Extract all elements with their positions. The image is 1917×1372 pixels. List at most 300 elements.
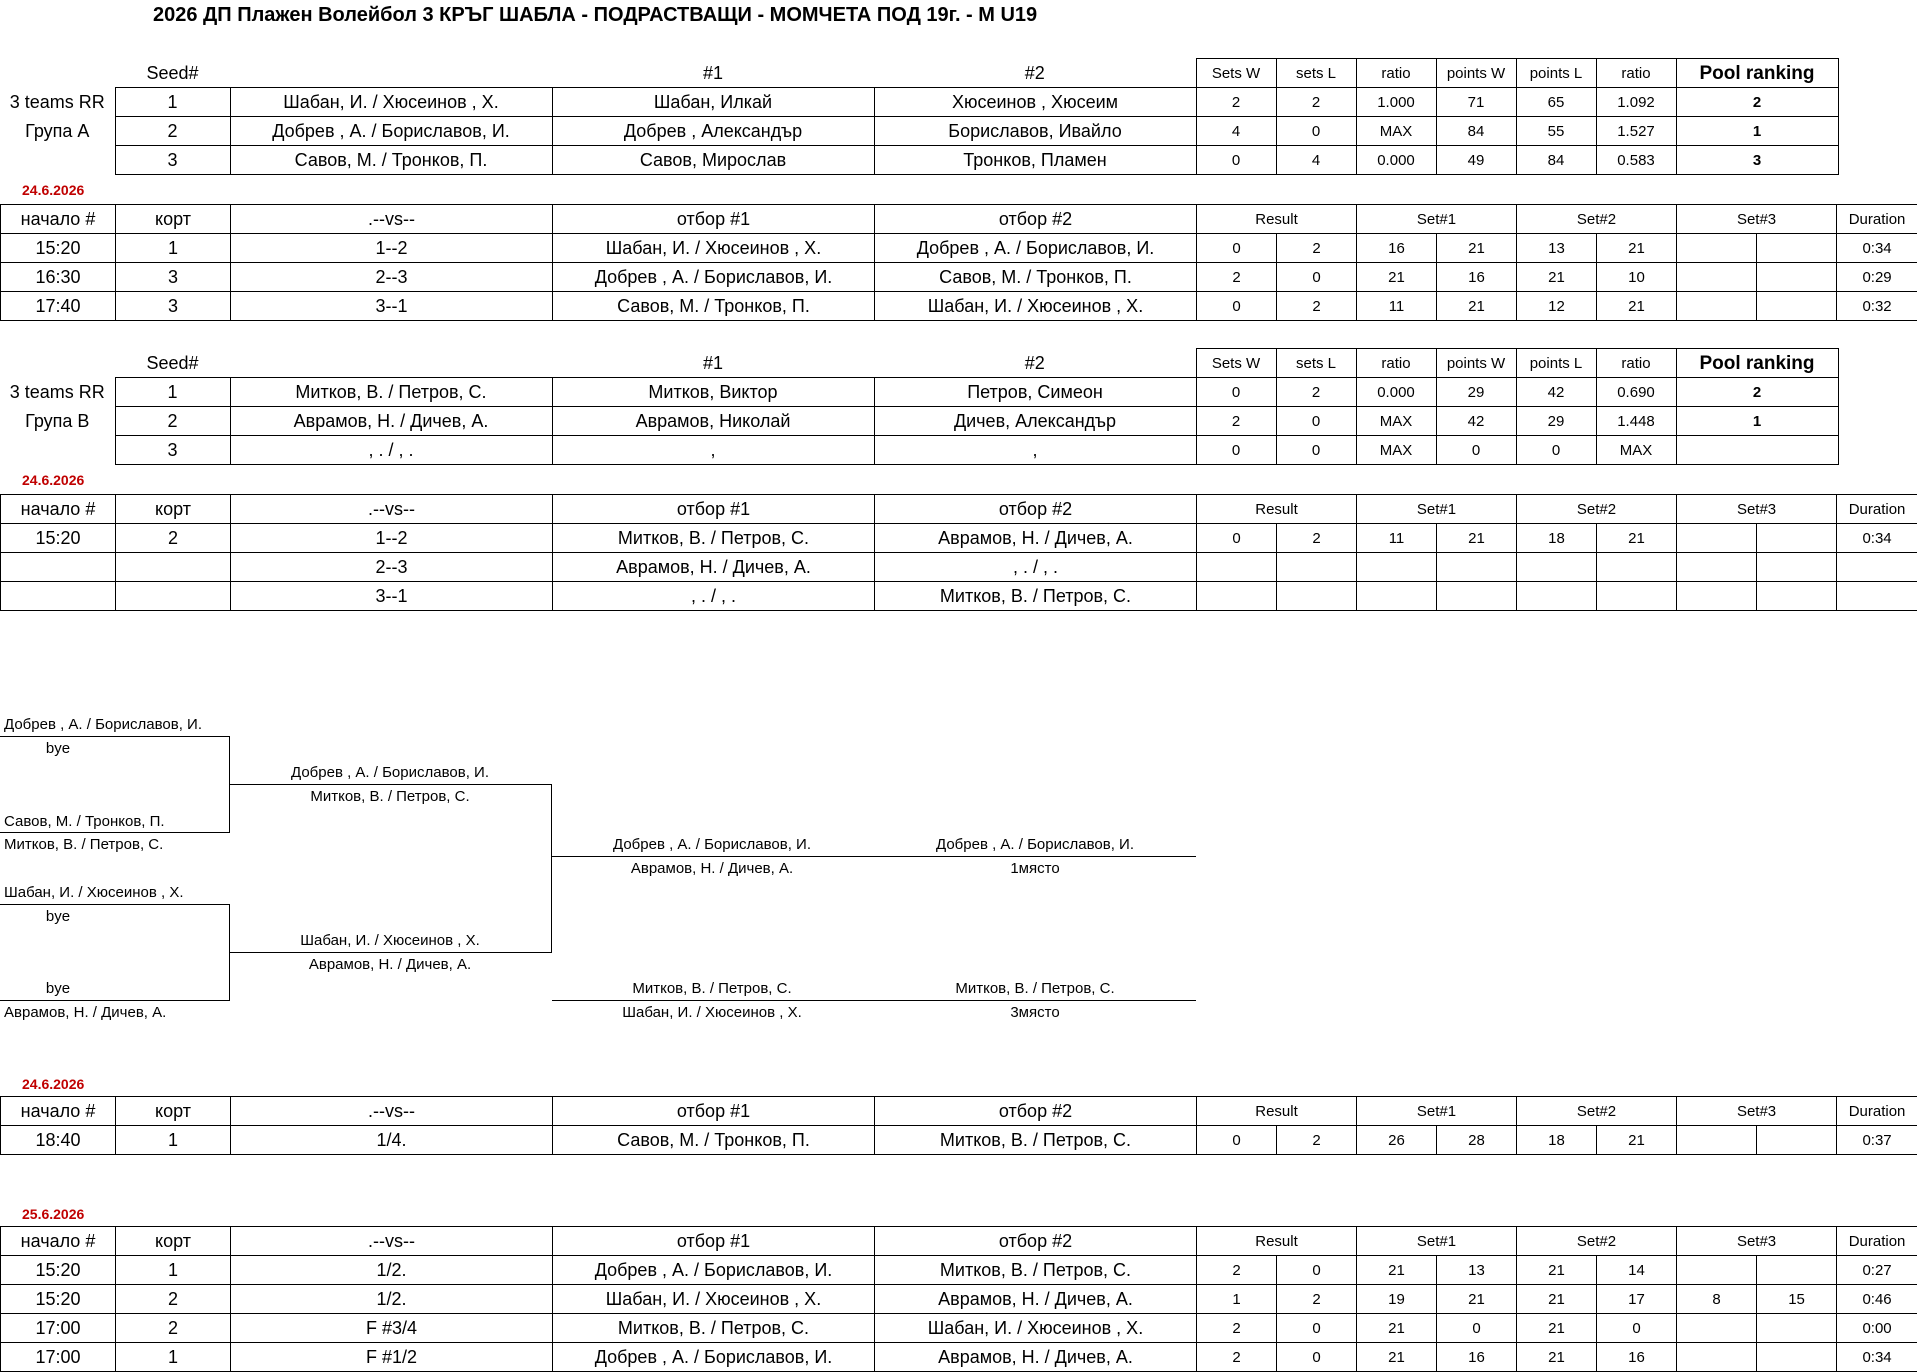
quarterfinal-matches-table bbox=[0, 1096, 1917, 1155]
pool-rank: 2 bbox=[1676, 88, 1838, 117]
match-duration: 0:27 bbox=[1837, 1256, 1917, 1285]
bracket-bye: bye bbox=[45, 908, 71, 925]
match-time: 17:00 bbox=[1, 1314, 116, 1343]
match-duration: 0:37 bbox=[1837, 1126, 1917, 1155]
sets-lost: 2 bbox=[1276, 88, 1356, 117]
seed-header: Seed# bbox=[146, 352, 199, 373]
set3-team1 bbox=[1677, 1314, 1757, 1343]
set2-team2 bbox=[1597, 582, 1677, 611]
player2-name: Хюсеинов , Хюсеим bbox=[874, 88, 1196, 117]
start-header: начало # bbox=[1, 205, 116, 234]
set2-team1: 18 bbox=[1517, 524, 1597, 553]
points-won: 42 bbox=[1436, 407, 1516, 436]
sets-won: 0 bbox=[1196, 436, 1276, 465]
sets-won: 2 bbox=[1196, 407, 1276, 436]
set1-team1: 11 bbox=[1357, 524, 1437, 553]
sets-ratio: MAX bbox=[1356, 407, 1436, 436]
result-team2: 2 bbox=[1277, 524, 1357, 553]
player2-name: Дичев, Александър bbox=[874, 407, 1196, 436]
match-pairing: 3--1 bbox=[231, 582, 553, 611]
sets-ratio: 0.000 bbox=[1356, 146, 1436, 175]
match-team1: Добрев , А. / Бориславов, И. bbox=[553, 1343, 875, 1372]
result-team2: 2 bbox=[1277, 292, 1357, 321]
bracket-team: Митков, В. / Петров, С. bbox=[632, 980, 792, 997]
player2-header: #2 bbox=[874, 59, 1196, 88]
points-lost: 55 bbox=[1516, 117, 1596, 146]
pool-header-row bbox=[0, 349, 1838, 378]
sets-w-header: Sets W bbox=[1196, 59, 1276, 88]
team-name: Савов, М. / Тронков, П. bbox=[230, 146, 552, 175]
bracket-team: Савов, М. / Тронков, П. bbox=[4, 813, 165, 830]
set2-team1: 13 bbox=[1517, 234, 1597, 263]
set3-header: Set#3 bbox=[1677, 205, 1837, 234]
points-lost: 84 bbox=[1516, 146, 1596, 175]
team1-header: отбор #1 bbox=[553, 205, 875, 234]
seed-number: 2 bbox=[115, 407, 230, 436]
date-label: 24.6.2026 bbox=[22, 472, 85, 488]
bracket-winner: Добрев , А. / Бориславов, И. bbox=[936, 836, 1134, 853]
set2-team2 bbox=[1597, 553, 1677, 582]
result-team1: 0 bbox=[1197, 1126, 1277, 1155]
set1-header: Set#1 bbox=[1357, 1097, 1517, 1126]
sets-lost: 2 bbox=[1276, 378, 1356, 407]
pool-row bbox=[0, 378, 1838, 407]
sets-w-header: Sets W bbox=[1196, 349, 1276, 378]
match-row bbox=[1, 1256, 1917, 1285]
ratio-header: ratio bbox=[1356, 59, 1436, 88]
sets-l-header: sets L bbox=[1276, 349, 1356, 378]
match-court bbox=[116, 553, 231, 582]
bracket-team: Добрев , А. / Бориславов, И. bbox=[613, 836, 811, 853]
first-place-label: 1място bbox=[1010, 860, 1060, 877]
duration-header: Duration bbox=[1837, 495, 1917, 524]
match-team2: Митков, В. / Петров, С. bbox=[875, 1126, 1197, 1155]
vs-header: .--vs-- bbox=[231, 1227, 553, 1256]
sets-won: 0 bbox=[1196, 146, 1276, 175]
bracket-team: Митков, В. / Петров, С. bbox=[4, 836, 164, 853]
result-header: Result bbox=[1197, 495, 1357, 524]
set2-team1 bbox=[1517, 582, 1597, 611]
set1-team2: 16 bbox=[1437, 263, 1517, 292]
set2-team2: 21 bbox=[1597, 524, 1677, 553]
match-team1: Митков, В. / Петров, С. bbox=[553, 1314, 875, 1343]
match-time: 16:30 bbox=[1, 263, 116, 292]
pool-group-label: Група В bbox=[25, 411, 90, 431]
result-team2: 0 bbox=[1277, 1256, 1357, 1285]
vs-header: .--vs-- bbox=[231, 495, 553, 524]
match-time: 18:40 bbox=[1, 1126, 116, 1155]
match-team1: Шабан, И. / Хюсеинов , Х. bbox=[553, 234, 875, 263]
match-pairing: F #3/4 bbox=[231, 1314, 553, 1343]
team1-header: отбор #1 bbox=[553, 495, 875, 524]
set1-team1: 19 bbox=[1357, 1285, 1437, 1314]
match-duration: 0:46 bbox=[1837, 1285, 1917, 1314]
team2-header: отбор #2 bbox=[875, 495, 1197, 524]
set2-team2: 16 bbox=[1597, 1343, 1677, 1372]
bracket-team: Добрев , А. / Бориславов, И. bbox=[291, 764, 489, 781]
set1-team1: 21 bbox=[1357, 263, 1437, 292]
duration-header: Duration bbox=[1837, 1227, 1917, 1256]
set2-team1: 21 bbox=[1517, 1343, 1597, 1372]
bracket-team: Аврамов, Н. / Дичев, А. bbox=[630, 860, 794, 877]
start-header: начало # bbox=[1, 1227, 116, 1256]
team-name: Шабан, И. / Хюсеинов , Х. bbox=[230, 88, 552, 117]
team2-header: отбор #2 bbox=[875, 1097, 1197, 1126]
match-court: 1 bbox=[116, 1343, 231, 1372]
set3-team2 bbox=[1757, 234, 1837, 263]
set1-team2: 21 bbox=[1437, 524, 1517, 553]
team2-header: отбор #2 bbox=[875, 205, 1197, 234]
set1-header: Set#1 bbox=[1357, 205, 1517, 234]
set2-team2: 14 bbox=[1597, 1256, 1677, 1285]
seed-number: 1 bbox=[115, 378, 230, 407]
set3-team1 bbox=[1677, 263, 1757, 292]
set2-header: Set#2 bbox=[1517, 1227, 1677, 1256]
match-time: 15:20 bbox=[1, 524, 116, 553]
bracket-team: Шабан, И. / Хюсеинов , Х. bbox=[4, 884, 184, 901]
seed-number: 2 bbox=[115, 117, 230, 146]
set3-team1 bbox=[1677, 1343, 1757, 1372]
match-team2: Митков, В. / Петров, С. bbox=[875, 582, 1197, 611]
points-lost: 65 bbox=[1516, 88, 1596, 117]
set3-team2: 15 bbox=[1757, 1285, 1837, 1314]
match-row bbox=[1, 582, 1917, 611]
court-header: корт bbox=[116, 205, 231, 234]
set2-team1: 18 bbox=[1517, 1126, 1597, 1155]
match-header-row bbox=[1, 495, 1917, 524]
match-duration: 0:34 bbox=[1837, 234, 1917, 263]
set2-team1: 21 bbox=[1517, 1285, 1597, 1314]
pool-rank: 1 bbox=[1676, 117, 1838, 146]
pool-label-empty bbox=[0, 436, 115, 465]
set2-header: Set#2 bbox=[1517, 205, 1677, 234]
result-header: Result bbox=[1197, 1097, 1357, 1126]
bracket-team: Аврамов, Н. / Дичев, А. bbox=[4, 1004, 167, 1021]
set3-header: Set#3 bbox=[1677, 1227, 1837, 1256]
set3-header: Set#3 bbox=[1677, 495, 1837, 524]
points-won: 49 bbox=[1436, 146, 1516, 175]
bracket-team: Митков, В. / Петров, С. bbox=[310, 788, 470, 805]
seed-header: Seed# bbox=[115, 59, 230, 88]
team-name: , . / , . bbox=[230, 436, 552, 465]
match-team2: Аврамов, Н. / Дичев, А. bbox=[875, 524, 1197, 553]
match-row bbox=[1, 1126, 1917, 1155]
match-time: 15:20 bbox=[1, 1256, 116, 1285]
set3-team1 bbox=[1677, 234, 1757, 263]
points-ratio: MAX bbox=[1596, 436, 1676, 465]
match-row bbox=[1, 263, 1917, 292]
match-team1: Савов, М. / Тронков, П. bbox=[553, 1126, 875, 1155]
match-court bbox=[116, 582, 231, 611]
match-court: 3 bbox=[116, 263, 231, 292]
points-won: 0 bbox=[1436, 436, 1516, 465]
pool-format-label: 3 teams RR bbox=[9, 382, 105, 402]
result-team1: 0 bbox=[1197, 234, 1277, 263]
set3-team2 bbox=[1757, 1126, 1837, 1155]
player1-name: Савов, Мирослав bbox=[552, 146, 874, 175]
player1-name: Добрев , Александър bbox=[552, 117, 874, 146]
set1-team2: 21 bbox=[1437, 292, 1517, 321]
match-row bbox=[1, 1343, 1917, 1372]
points-ratio-header: ratio bbox=[1596, 59, 1676, 88]
pool-rank: 3 bbox=[1676, 146, 1838, 175]
set2-team2: 21 bbox=[1597, 234, 1677, 263]
set2-team1: 21 bbox=[1517, 1314, 1597, 1343]
set3-team2 bbox=[1757, 553, 1837, 582]
set3-team1: 8 bbox=[1677, 1285, 1757, 1314]
set3-team1 bbox=[1677, 1256, 1757, 1285]
sets-won: 4 bbox=[1196, 117, 1276, 146]
set1-team1: 21 bbox=[1357, 1343, 1437, 1372]
player2-name: , bbox=[874, 436, 1196, 465]
points-l-header: points L bbox=[1516, 349, 1596, 378]
set2-team2: 21 bbox=[1597, 292, 1677, 321]
player1-name: , bbox=[552, 436, 874, 465]
points-lost: 42 bbox=[1516, 378, 1596, 407]
match-team2: Аврамов, Н. / Дичев, А. bbox=[875, 1343, 1197, 1372]
team1-header: отбор #1 bbox=[553, 1227, 875, 1256]
court-header: корт bbox=[116, 1097, 231, 1126]
set2-team1: 21 bbox=[1517, 263, 1597, 292]
set1-team2 bbox=[1437, 553, 1517, 582]
seed-number: 3 bbox=[115, 146, 230, 175]
set1-team1: 11 bbox=[1357, 292, 1437, 321]
pool-group-label: Група А bbox=[25, 121, 90, 141]
match-team2: Шабан, И. / Хюсеинов , Х. bbox=[875, 292, 1197, 321]
set1-team2: 21 bbox=[1437, 234, 1517, 263]
match-team1: , . / , . bbox=[553, 582, 875, 611]
points-ratio-header: ratio bbox=[1596, 349, 1676, 378]
points-won: 29 bbox=[1436, 378, 1516, 407]
match-court: 2 bbox=[116, 1314, 231, 1343]
match-pairing: 2--3 bbox=[231, 553, 553, 582]
set2-team2: 21 bbox=[1597, 1126, 1677, 1155]
match-duration: 0:00 bbox=[1837, 1314, 1917, 1343]
team1-header: отбор #1 bbox=[553, 1097, 875, 1126]
pool-label-empty bbox=[0, 146, 115, 175]
set1-team2: 0 bbox=[1437, 1314, 1517, 1343]
points-ratio: 0.583 bbox=[1596, 146, 1676, 175]
duration-header: Duration bbox=[1837, 205, 1917, 234]
bracket-team: Шабан, И. / Хюсеинов , Х. bbox=[622, 1004, 802, 1021]
pool-a-matches-table bbox=[0, 204, 1917, 321]
sets-ratio: 1.000 bbox=[1356, 88, 1436, 117]
set1-team2: 16 bbox=[1437, 1343, 1517, 1372]
result-team1: 2 bbox=[1197, 1256, 1277, 1285]
points-ratio: 0.690 bbox=[1596, 378, 1676, 407]
match-time bbox=[1, 553, 116, 582]
pool-b-matches-table bbox=[0, 494, 1917, 611]
result-team1: 0 bbox=[1197, 292, 1277, 321]
match-header-row bbox=[1, 1227, 1917, 1256]
result-team2: 2 bbox=[1277, 1126, 1357, 1155]
set1-team1 bbox=[1357, 582, 1437, 611]
match-court: 1 bbox=[116, 1126, 231, 1155]
player2-name: Бориславов, Ивайло bbox=[874, 117, 1196, 146]
player2-name: Тронков, Пламен bbox=[874, 146, 1196, 175]
result-team2: 0 bbox=[1277, 1314, 1357, 1343]
points-ratio: 1.092 bbox=[1596, 88, 1676, 117]
match-team1: Савов, М. / Тронков, П. bbox=[553, 292, 875, 321]
match-pairing: 3--1 bbox=[231, 292, 553, 321]
match-team2: , . / , . bbox=[875, 553, 1197, 582]
sets-lost: 0 bbox=[1276, 436, 1356, 465]
seed-number: 3 bbox=[115, 436, 230, 465]
match-court: 2 bbox=[116, 524, 231, 553]
vs-header: .--vs-- bbox=[231, 1097, 553, 1126]
result-team2: 0 bbox=[1277, 263, 1357, 292]
match-duration: 0:34 bbox=[1837, 1343, 1917, 1372]
match-team1: Шабан, И. / Хюсеинов , Х. bbox=[553, 1285, 875, 1314]
player2-header: #2 bbox=[1024, 352, 1045, 373]
points-won: 71 bbox=[1436, 88, 1516, 117]
set2-team2: 10 bbox=[1597, 263, 1677, 292]
pool-rank: 2 bbox=[1676, 378, 1838, 407]
match-team2: Аврамов, Н. / Дичев, А. bbox=[875, 1285, 1197, 1314]
set2-team2: 0 bbox=[1597, 1314, 1677, 1343]
match-pairing: 1/2. bbox=[231, 1285, 553, 1314]
pool-ranking-header: Pool ranking bbox=[1676, 349, 1838, 378]
bracket-team: Добрев , А. / Бориславов, И. bbox=[4, 716, 202, 733]
seed-number: 1 bbox=[115, 88, 230, 117]
match-row bbox=[1, 1285, 1917, 1314]
set2-team2: 17 bbox=[1597, 1285, 1677, 1314]
set3-team1 bbox=[1677, 292, 1757, 321]
set2-team1: 12 bbox=[1517, 292, 1597, 321]
pool-header-row bbox=[0, 59, 1838, 88]
player2-name: Петров, Симеон bbox=[874, 378, 1196, 407]
set1-team2: 21 bbox=[1437, 1285, 1517, 1314]
match-team1: Аврамов, Н. / Дичев, А. bbox=[553, 553, 875, 582]
start-header: начало # bbox=[1, 495, 116, 524]
pool-b-table bbox=[0, 348, 1839, 465]
pool-row bbox=[0, 436, 1838, 465]
sets-lost: 0 bbox=[1276, 117, 1356, 146]
match-court: 2 bbox=[116, 1285, 231, 1314]
pool-ranking-header: Pool ranking bbox=[1676, 59, 1838, 88]
set3-team2 bbox=[1757, 263, 1837, 292]
sets-lost: 0 bbox=[1276, 407, 1356, 436]
points-won: 84 bbox=[1436, 117, 1516, 146]
match-pairing: 1/4. bbox=[231, 1126, 553, 1155]
set3-team2 bbox=[1757, 524, 1837, 553]
court-header: корт bbox=[116, 1227, 231, 1256]
pool-format-label: 3 teams RR bbox=[9, 92, 105, 112]
pool-rank: 1 bbox=[1676, 407, 1838, 436]
points-ratio: 1.527 bbox=[1596, 117, 1676, 146]
sets-ratio: 0.000 bbox=[1356, 378, 1436, 407]
pool-rank bbox=[1676, 436, 1838, 465]
match-team2: Савов, М. / Тронков, П. bbox=[875, 263, 1197, 292]
bracket-bye: bye bbox=[45, 740, 71, 757]
set3-team1 bbox=[1677, 553, 1757, 582]
set1-team2: 13 bbox=[1437, 1256, 1517, 1285]
player1-header: #1 bbox=[702, 352, 724, 373]
match-header-row bbox=[1, 1097, 1917, 1126]
points-lost: 0 bbox=[1516, 436, 1596, 465]
result-header: Result bbox=[1197, 205, 1357, 234]
set2-team1: 21 bbox=[1517, 1256, 1597, 1285]
match-header-row bbox=[1, 205, 1917, 234]
result-team1: 0 bbox=[1197, 524, 1277, 553]
match-time: 17:00 bbox=[1, 1343, 116, 1372]
result-team2: 2 bbox=[1277, 1285, 1357, 1314]
result-team1: 1 bbox=[1197, 1285, 1277, 1314]
set1-team1: 21 bbox=[1357, 1256, 1437, 1285]
match-team1: Добрев , А. / Бориславов, И. bbox=[553, 263, 875, 292]
result-team1: 2 bbox=[1197, 1343, 1277, 1372]
pool-row bbox=[0, 146, 1838, 175]
match-pairing: 1--2 bbox=[231, 524, 553, 553]
match-row bbox=[1, 1314, 1917, 1343]
result-team1: 2 bbox=[1197, 1314, 1277, 1343]
set1-header: Set#1 bbox=[1357, 495, 1517, 524]
player1-name: Митков, Виктор bbox=[552, 378, 874, 407]
result-team2: 0 bbox=[1277, 1343, 1357, 1372]
set3-team2 bbox=[1757, 292, 1837, 321]
match-row bbox=[1, 524, 1917, 553]
set1-header: Set#1 bbox=[1357, 1227, 1517, 1256]
set1-team1 bbox=[1357, 553, 1437, 582]
match-duration bbox=[1837, 553, 1917, 582]
sets-won: 2 bbox=[1196, 88, 1276, 117]
sets-lost: 4 bbox=[1276, 146, 1356, 175]
team-name: Митков, В. / Петров, С. bbox=[230, 378, 552, 407]
match-row bbox=[1, 292, 1917, 321]
match-pairing: F #1/2 bbox=[231, 1343, 553, 1372]
bracket-team: Аврамов, Н. / Дичев, А. bbox=[308, 956, 472, 973]
set3-team2 bbox=[1757, 1343, 1837, 1372]
bracket-team: Шабан, И. / Хюсеинов , Х. bbox=[300, 932, 480, 949]
sets-ratio: MAX bbox=[1356, 117, 1436, 146]
start-header: начало # bbox=[1, 1097, 116, 1126]
match-team2: Добрев , А. / Бориславов, И. bbox=[875, 234, 1197, 263]
match-court: 1 bbox=[116, 1256, 231, 1285]
points-l-header: points L bbox=[1516, 59, 1596, 88]
pool-row bbox=[0, 88, 1838, 117]
date-label: 24.6.2026 bbox=[22, 182, 85, 198]
set1-team2 bbox=[1437, 582, 1517, 611]
points-w-header: points W bbox=[1436, 59, 1516, 88]
points-w-header: points W bbox=[1436, 349, 1516, 378]
third-place-label: 3място bbox=[1010, 1004, 1060, 1021]
player1-name: Шабан, Илкай bbox=[552, 88, 874, 117]
set3-team2 bbox=[1757, 1314, 1837, 1343]
team-name: Добрев , А. / Бориславов, И. bbox=[230, 117, 552, 146]
team2-header: отбор #2 bbox=[875, 1227, 1197, 1256]
team-name: Аврамов, Н. / Дичев, А. bbox=[230, 407, 552, 436]
result-team2: 2 bbox=[1277, 234, 1357, 263]
bracket-bye: bye bbox=[45, 980, 71, 997]
match-court: 1 bbox=[116, 234, 231, 263]
match-time bbox=[1, 582, 116, 611]
set3-team2 bbox=[1757, 582, 1837, 611]
set1-team2: 28 bbox=[1437, 1126, 1517, 1155]
match-pairing: 1--2 bbox=[231, 234, 553, 263]
points-lost: 29 bbox=[1516, 407, 1596, 436]
pool-row bbox=[0, 407, 1838, 436]
match-team2: Шабан, И. / Хюсеинов , Х. bbox=[875, 1314, 1197, 1343]
page-title: 2026 ДП Плажен Волейбол 3 КРЪГ ШАБЛА - ПОДРАСТВАЩИ - МОМЧЕТА ПОД 19г. - М U19 bbox=[153, 4, 1038, 26]
set3-team1 bbox=[1677, 582, 1757, 611]
match-time: 17:40 bbox=[1, 292, 116, 321]
result-team1 bbox=[1197, 553, 1277, 582]
set1-team1: 16 bbox=[1357, 234, 1437, 263]
match-team2: Митков, В. / Петров, С. bbox=[875, 1256, 1197, 1285]
points-ratio: 1.448 bbox=[1596, 407, 1676, 436]
set2-header: Set#2 bbox=[1517, 1097, 1677, 1126]
sets-won: 0 bbox=[1196, 378, 1276, 407]
